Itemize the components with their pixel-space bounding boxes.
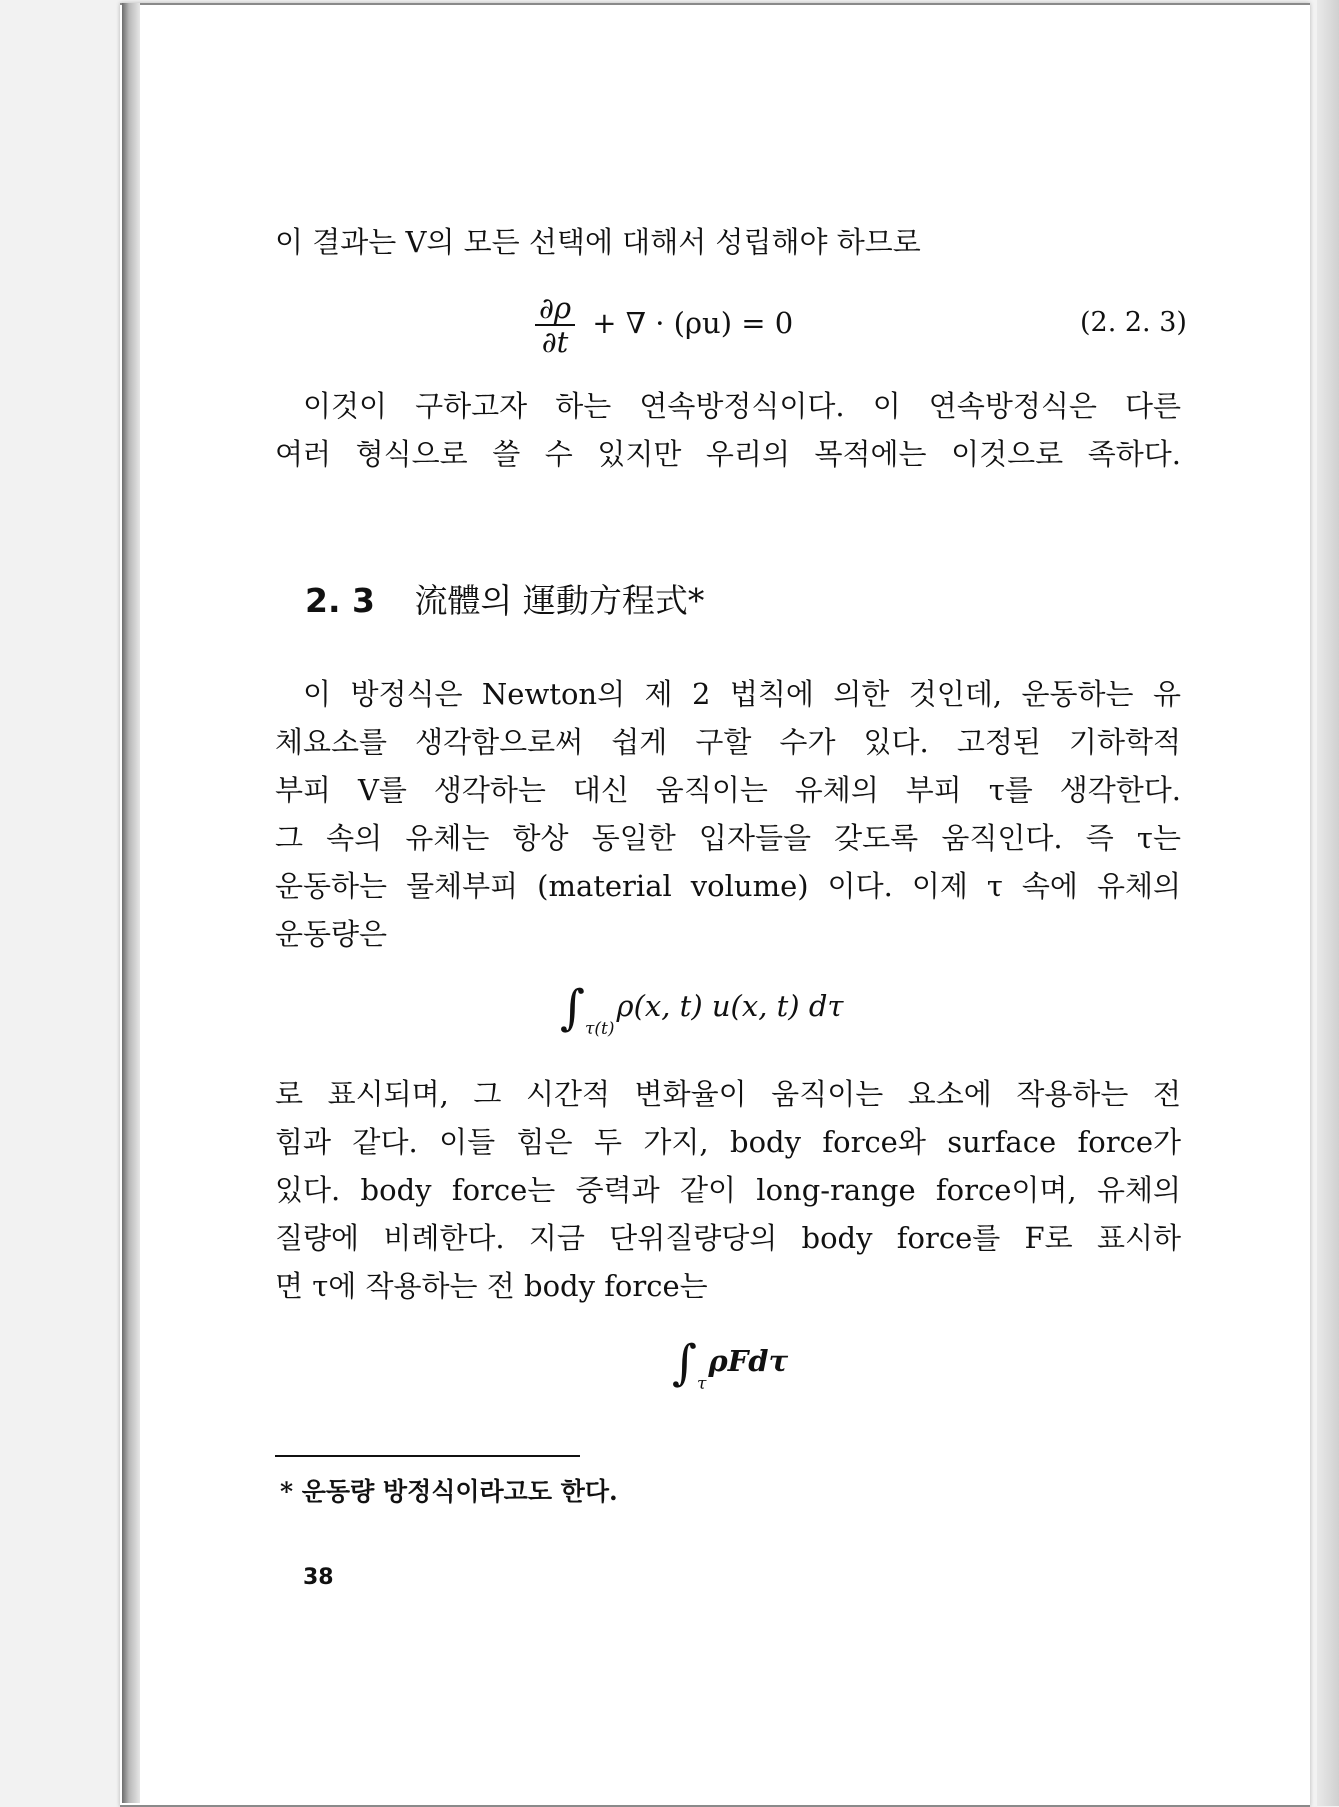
paragraph-line: 부피 V를 생각하는 대신 움직이는 유체의 부피 τ를 생각한다. <box>275 773 1181 807</box>
paragraph-line: 있다. body force는 중력과 같이 long-range force이며, 유체의 <box>275 1173 1181 1207</box>
equation-number: (2. 2. 3) <box>1080 307 1187 338</box>
equation-body: ρFdτ <box>708 1344 789 1378</box>
paragraph-line: 이것이 구하고자 하는 연속방정식이다. 이 연속방정식은 다른 <box>303 389 1181 423</box>
integral-sign: ∫ <box>672 1335 698 1391</box>
paragraph-line: 면 τ에 작용하는 전 body force는 <box>275 1269 708 1303</box>
equation-body: ρ(x, t) u(x, t) dτ <box>616 989 844 1023</box>
equation-momentum <box>560 980 843 1039</box>
equation-body-force <box>672 1335 788 1394</box>
integral-subscript: τ <box>697 1374 707 1394</box>
paragraph-line: 로 표시되며, 그 시간적 변화율이 움직이는 요소에 작용하는 전 <box>275 1077 1181 1111</box>
integral-sign: ∫ <box>560 980 586 1036</box>
paragraph-line: 그 속의 유체는 항상 동일한 입자들을 갖도록 움직인다. 즉 τ는 <box>275 821 1181 855</box>
section-number: 2. 3 <box>305 581 375 620</box>
paragraph-line: 이 방정식은 Newton의 제 2 법칙에 의한 것인데, 운동하는 유 <box>303 677 1181 711</box>
footnote-rule <box>275 1455 580 1457</box>
equation-rest: + ∇ · (ρu) = 0 <box>592 306 794 340</box>
footnote: * 운동량 방정식이라고도 한다. <box>280 1477 618 1506</box>
paragraph-line: 질량에 비례한다. 지금 단위질량당의 body force를 F로 표시하 <box>275 1221 1181 1255</box>
page-number: 38 <box>303 1565 334 1590</box>
paragraph-line: 여러 형식으로 쓸 수 있지만 우리의 목적에는 이것으로 족하다. <box>275 437 1181 471</box>
section-title: 流體의 運動方程式* <box>414 581 705 620</box>
integral-subscript: τ(t) <box>585 1019 615 1039</box>
equation-continuity <box>535 292 793 358</box>
section-heading <box>305 575 704 622</box>
fraction-numerator: ∂ρ <box>535 292 575 326</box>
paragraph-line: 힘과 같다. 이들 힘은 두 가지, body force와 surface force가 <box>275 1125 1181 1159</box>
paragraph-line: 운동하는 물체부피 (material volume) 이다. 이제 τ 속에 유체의 <box>275 869 1181 903</box>
paragraph-line: 체요소를 생각함으로써 쉽게 구할 수가 있다. 고정된 기하학적 <box>275 725 1181 759</box>
intro-line: 이 결과는 V의 모든 선택에 대해서 성립해야 하므로 <box>275 225 921 259</box>
fraction <box>535 292 575 358</box>
paragraph-line: 운동량은 <box>275 917 388 951</box>
fraction-denominator: ∂t <box>541 325 569 359</box>
